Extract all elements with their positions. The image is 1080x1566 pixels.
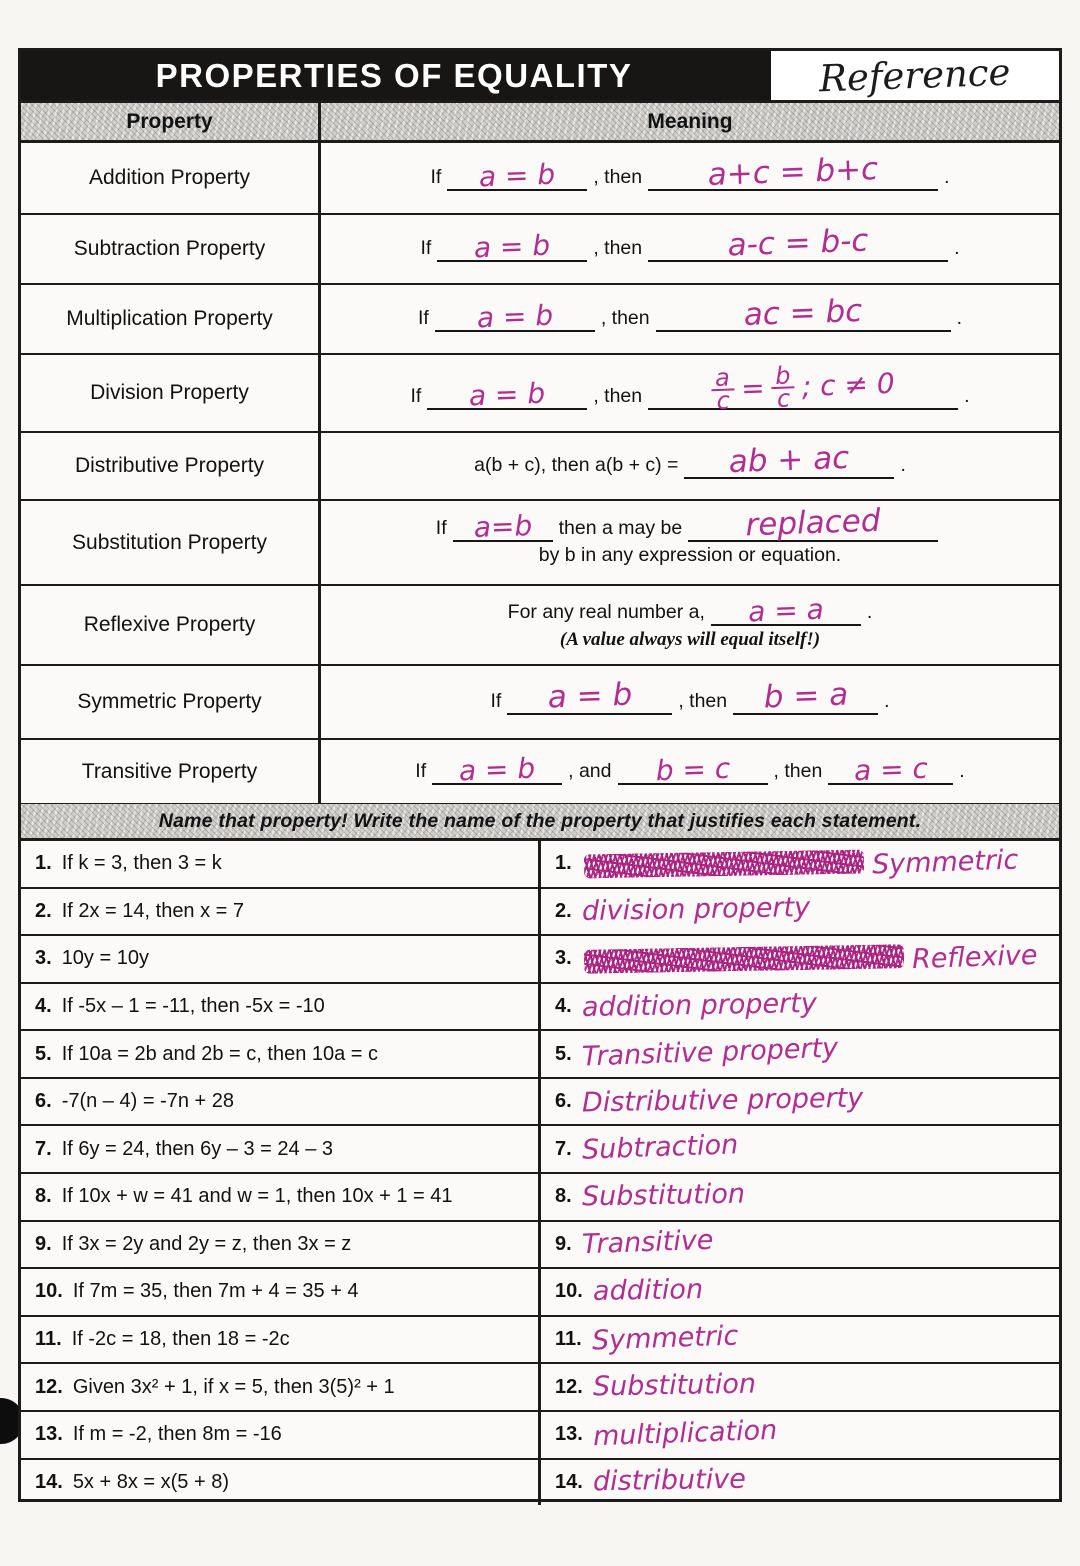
problem-row (21, 1031, 1059, 1079)
property-name: Subtraction Property (21, 215, 321, 283)
answer-blank[interactable] (618, 751, 768, 787)
handwritten-answer: addition property (581, 987, 817, 1023)
problem-statement: If -5x – 1 = -11, then -5x = -10 (61, 995, 325, 1018)
problem-row (21, 1269, 1059, 1317)
handwritten-answer: addition (592, 1274, 704, 1307)
reference-box (767, 51, 1059, 100)
handwritten-answer: $\frac{a}{c}$ = $\frac{b}{c}$ ; c ≠ 0 (711, 362, 896, 412)
problem-statement-cell (21, 1126, 541, 1172)
handwritten-answer: Distributive property (581, 1082, 864, 1119)
problem-row (21, 984, 1059, 1032)
scribbled-out-answer (583, 849, 863, 878)
answer-number: 2. (555, 899, 572, 922)
problem-number: 8. (35, 1185, 52, 1208)
handwritten-answer: Transitive (581, 1225, 714, 1261)
problem-statement: If 3x = 2y and 2y = z, then 3x = z (61, 1232, 352, 1255)
handwritten-answer: a=b (472, 508, 533, 545)
title-bar (21, 51, 1059, 103)
answer-blank[interactable] (427, 376, 587, 413)
property-row-symmetric: Symmetric Property If a = b , then b = a . (21, 666, 1059, 740)
problem-statement: If 7m = 35, then 7m + 4 = 35 + 4 (72, 1280, 359, 1303)
property-row-distributive: Distributive Property a(b + c), then a(b + c) = ab + ac . (21, 433, 1059, 501)
problem-statement: Given 3x² + 1, if x = 5, then 3(5)² + 1 (72, 1375, 395, 1398)
property-row-addition: Addition Property If a = b , then a+c = b+c . (21, 143, 1059, 215)
handwritten-answer: Substitution (581, 1178, 745, 1213)
property-row-transitive: Transitive Property If a = b , and b = c , then a = c . (21, 740, 1059, 803)
problem-statement: 10y = 10y (61, 947, 149, 970)
worksheet-page (18, 48, 1062, 1502)
handwritten-answer: ac = bc (743, 292, 863, 334)
problem-statement-cell (21, 1031, 541, 1077)
answer-blank[interactable] (447, 157, 587, 194)
answer-blank[interactable] (437, 228, 587, 265)
answer-number: 14. (555, 1470, 583, 1493)
answer-blank[interactable] (688, 502, 938, 544)
handwritten-answer: b = a (762, 676, 849, 716)
problem-answer-cell[interactable] (541, 984, 1059, 1030)
problem-statement-cell (21, 1364, 541, 1410)
problem-number: 11. (35, 1328, 62, 1351)
problem-statement: If m = -2, then 8m = -16 (72, 1423, 282, 1446)
problem-statement: If 10a = 2b and 2b = c, then 10a = c (61, 1042, 379, 1065)
problem-answer-cell[interactable] (541, 1364, 1059, 1410)
problem-number: 2. (35, 899, 52, 922)
problems-table (21, 841, 1059, 1505)
answer-blank[interactable] (828, 751, 953, 787)
handwritten-answer: replaced (745, 502, 882, 544)
title-bar-black (21, 51, 767, 100)
problem-answer-cell[interactable] (541, 1317, 1059, 1363)
property-name: Transitive Property (21, 740, 321, 803)
problem-row (21, 1364, 1059, 1412)
problem-row (21, 1460, 1059, 1506)
answer-blank[interactable] (453, 508, 553, 545)
problem-number: 6. (35, 1090, 52, 1113)
reflexive-note: (A value always will equal itself!) (559, 628, 821, 650)
property-row-subtraction: Subtraction Property If a = b , then a-c = b-c . (21, 215, 1059, 285)
handwritten-answer: Substitution (592, 1368, 757, 1403)
problem-number: 14. (35, 1470, 63, 1493)
answer-number: 13. (555, 1423, 583, 1446)
problem-statement: If k = 3, then 3 = k (61, 852, 222, 875)
handwritten-answer: Subtraction (581, 1129, 739, 1166)
handwritten-answer: division property (581, 892, 811, 928)
problem-row (21, 1126, 1059, 1174)
problem-answer-cell[interactable] (541, 1460, 1059, 1506)
answer-number: 7. (555, 1137, 572, 1160)
handwritten-answer: a = b (476, 298, 554, 335)
answer-number: 8. (555, 1185, 572, 1208)
problem-statement-cell (21, 1079, 541, 1125)
handwritten-answer: distributive (592, 1463, 746, 1498)
answer-number: 9. (555, 1232, 572, 1255)
problem-statement-cell (21, 889, 541, 935)
property-name: Division Property (21, 355, 321, 431)
property-row-multiplication: Multiplication Property If a = b , then ac = bc . (21, 285, 1059, 355)
handwritten-answer: Symmetric (591, 1320, 739, 1357)
answer-blank[interactable] (733, 676, 878, 716)
problem-number: 12. (35, 1375, 63, 1398)
handwritten-answer: a+c = b+c (707, 151, 879, 193)
problem-statement-cell (21, 1317, 541, 1363)
answer-blank[interactable] (432, 751, 562, 787)
problem-answer-cell[interactable] (541, 1174, 1059, 1220)
problem-answer-cell[interactable] (541, 1269, 1059, 1315)
problem-number: 7. (35, 1137, 52, 1160)
answer-number: 12. (555, 1375, 583, 1398)
problem-number: 4. (35, 995, 52, 1018)
problem-statement-cell (21, 1412, 541, 1458)
property-row-reflexive: Reflexive Property For any real number a, a = a . (A value always will equal itself!) (21, 586, 1059, 666)
problem-statement-cell (21, 841, 541, 887)
handwritten-answer: Reflexive (911, 939, 1038, 976)
scribbled-out-answer (584, 944, 904, 974)
problem-row (21, 1174, 1059, 1222)
meaning-column-header: Meaning (321, 103, 1059, 140)
problem-row (21, 1222, 1059, 1270)
answer-blank[interactable] (711, 592, 861, 628)
answer-number: 1. (555, 852, 572, 875)
problem-statement-cell (21, 1222, 541, 1268)
answer-number: 10. (555, 1280, 583, 1303)
handwritten-answer: multiplication (592, 1414, 778, 1452)
handwritten-answer: Symmetric (871, 844, 1019, 881)
property-row-substitution: Substitution Property If a=b then a may be replaced by b in any expression or equation. (21, 501, 1059, 586)
handwritten-answer: a = c (853, 751, 929, 787)
problem-row (21, 889, 1059, 937)
problem-answer-cell[interactable] (541, 1126, 1059, 1172)
problem-answer-cell[interactable] (541, 1222, 1059, 1268)
problem-statement: If 10x + w = 41 and w = 1, then 10x + 1 = 41 (61, 1185, 453, 1208)
property-name: Reflexive Property (21, 586, 321, 664)
problem-row (21, 1317, 1059, 1365)
page-title: PROPERTIES OF EQUALITY (155, 56, 633, 94)
problem-number: 13. (35, 1423, 63, 1446)
answer-number: 11. (555, 1328, 582, 1351)
reference-handwritten-label: Reference (818, 50, 1012, 101)
name-that-property-banner: Name that property! Write the name of the property that justifies each statement. (21, 803, 1059, 841)
answer-blank[interactable] (648, 151, 938, 193)
handwritten-answer: a = b (478, 157, 556, 194)
problem-statement: If 2x = 14, then x = 7 (61, 899, 245, 922)
problem-answer-cell[interactable] (541, 1031, 1059, 1077)
handwritten-answer: a = b (458, 751, 536, 787)
problem-statement: If -2c = 18, then 18 = -2c (71, 1328, 290, 1351)
problem-number: 10. (35, 1280, 63, 1303)
handwritten-answer: a-c = b-c (727, 222, 870, 264)
answer-blank[interactable] (684, 439, 894, 481)
handwritten-answer: b = c (654, 751, 731, 787)
problem-answer-cell[interactable] (541, 841, 1059, 887)
handwritten-answer: a = a (747, 592, 825, 628)
problem-row (21, 936, 1059, 984)
problem-row (21, 841, 1059, 889)
problem-statement-cell (21, 1269, 541, 1315)
answer-blank[interactable] (435, 298, 595, 335)
problem-answer-cell[interactable] (541, 889, 1059, 935)
problem-number: 9. (35, 1232, 52, 1255)
problem-number: 1. (35, 852, 52, 875)
problem-answer-cell[interactable] (541, 936, 1059, 982)
handwritten-answer: a = b (468, 376, 546, 413)
answer-number: 4. (555, 995, 572, 1018)
handwritten-answer: a = b (547, 676, 633, 716)
answer-number: 6. (555, 1090, 572, 1113)
problem-answer-cell[interactable] (541, 1079, 1059, 1125)
problem-statement-cell (21, 984, 541, 1030)
problem-statement: If 6y = 24, then 6y – 3 = 24 – 3 (61, 1137, 333, 1160)
problem-number: 3. (35, 947, 52, 970)
problem-statement: 5x + 8x = x(5 + 8) (72, 1470, 230, 1493)
answer-blank[interactable] (656, 292, 951, 334)
problem-number: 5. (35, 1042, 52, 1065)
property-column-header: Property (21, 103, 321, 140)
problem-row (21, 1079, 1059, 1127)
problem-statement-cell (21, 936, 541, 982)
property-name: Substitution Property (21, 501, 321, 584)
answer-blank[interactable] (507, 676, 672, 716)
property-row-division: Division Property If a = b , then $\frac{a}{c}$ = $\frac{b}{c}$ ; c ≠ 0 . (21, 355, 1059, 433)
problem-row (21, 1412, 1059, 1460)
table-column-headers (21, 103, 1059, 143)
problem-statement-cell (21, 1174, 541, 1220)
problem-answer-cell[interactable] (541, 1412, 1059, 1458)
problem-statement: -7(n – 4) = -7n + 28 (61, 1090, 235, 1113)
handwritten-answer: Transitive property (581, 1032, 839, 1073)
property-name: Multiplication Property (21, 285, 321, 353)
property-name: Addition Property (21, 143, 321, 213)
answer-number: 5. (555, 1042, 572, 1065)
answer-blank[interactable] (648, 361, 958, 416)
problem-statement-cell (21, 1460, 541, 1506)
property-name: Distributive Property (21, 433, 321, 499)
handwritten-answer: ab + ac (728, 439, 851, 481)
answer-number: 3. (555, 947, 572, 970)
answer-blank[interactable] (648, 222, 948, 264)
handwritten-answer: a = b (473, 228, 551, 265)
property-name: Symmetric Property (21, 666, 321, 738)
